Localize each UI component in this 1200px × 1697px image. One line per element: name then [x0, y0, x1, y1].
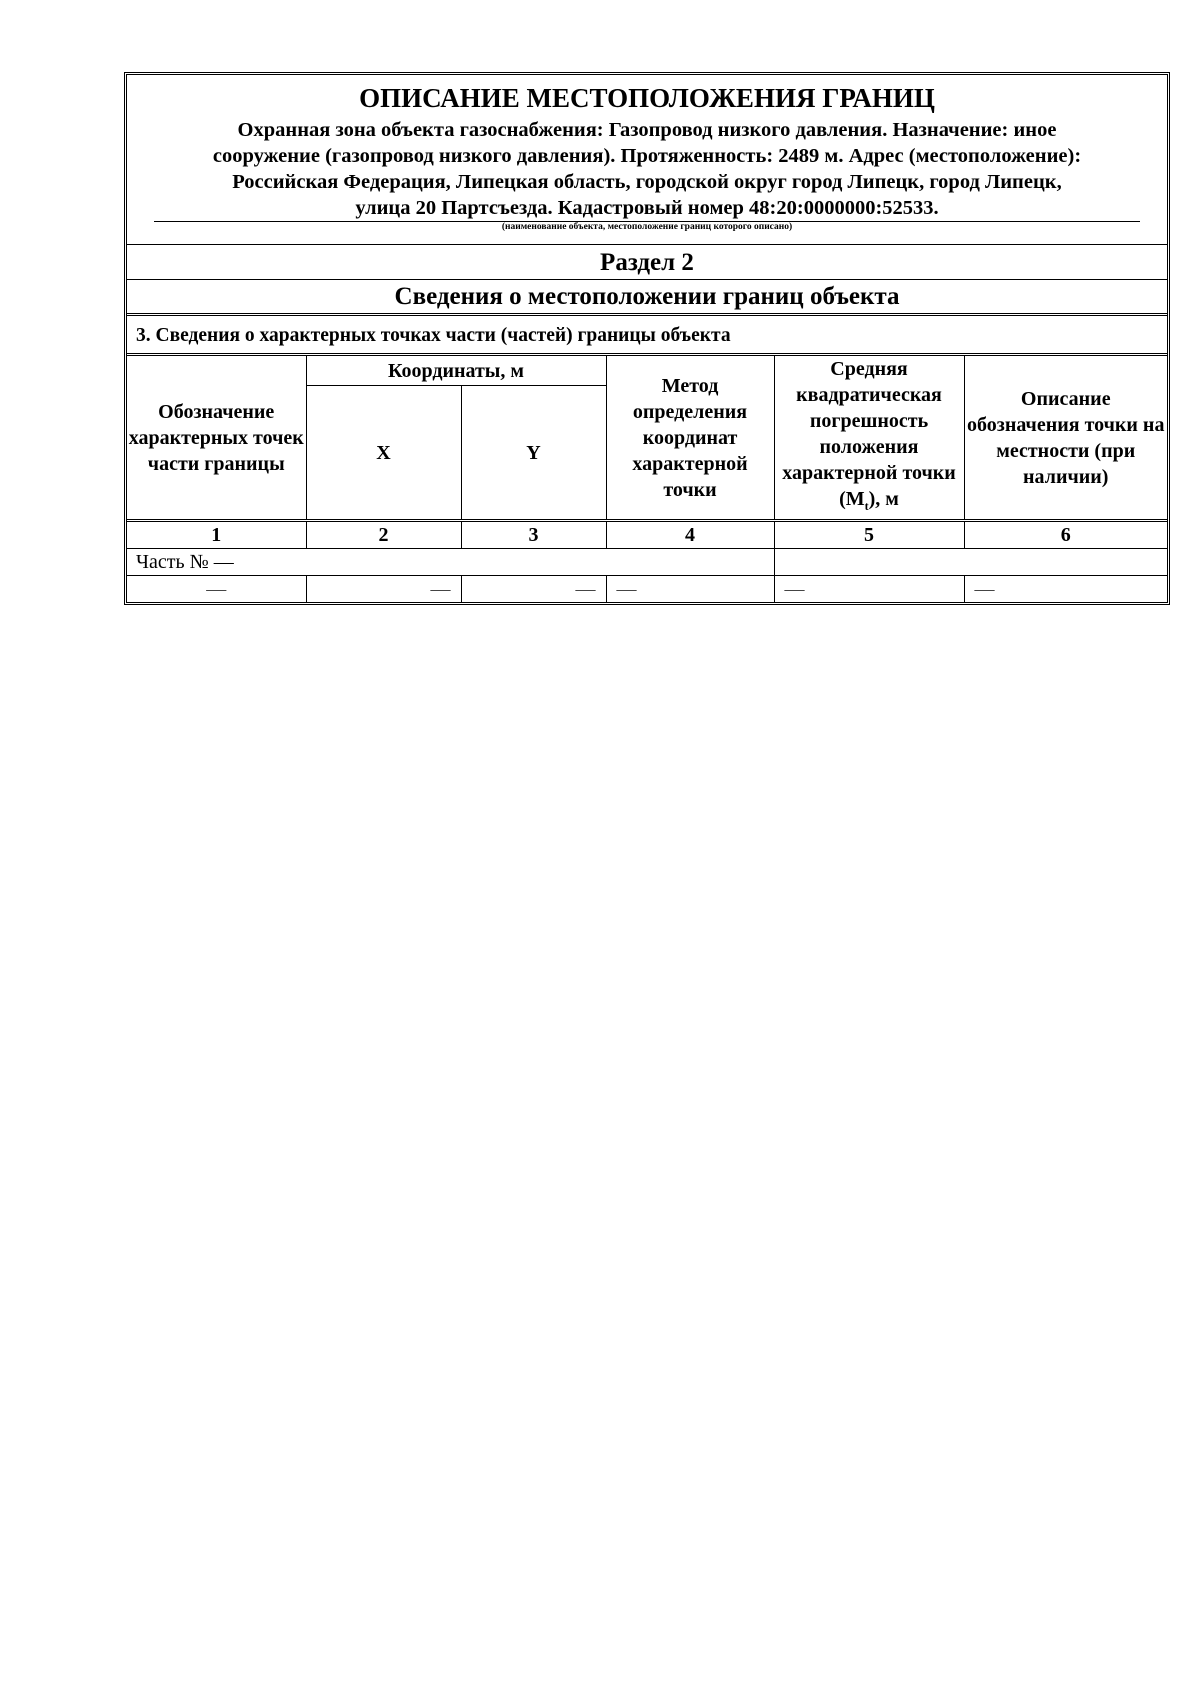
part-empty-cell — [774, 549, 1167, 576]
part-label: Часть № — — [127, 549, 774, 576]
description-line: Охранная зона объекта газоснабжения: Газопровод низкого давления. Назначение: иное — [237, 119, 1057, 141]
error-subscript: t — [864, 499, 869, 513]
col-number: 1 — [127, 521, 306, 549]
table-cell: — — [964, 576, 1167, 603]
document-frame — [124, 72, 1170, 605]
section-number: Раздел 2 — [127, 245, 1167, 280]
col-number: 3 — [461, 521, 606, 549]
table-cell: — — [606, 576, 774, 603]
document-header — [127, 75, 1167, 245]
section-title: Сведения о местоположении границ объекта — [127, 280, 1167, 316]
error-label: Средняя квадратическая погрешность положения характерной точки (M — [782, 358, 956, 510]
description-caption: (наименование объекта, местоположение границ которого описано) — [501, 222, 793, 232]
subsection-title: 3. Сведения о характерных точках части (частей) границы объекта — [127, 316, 1167, 356]
table-cell: — — [127, 576, 306, 603]
document-title: ОПИСАНИЕ МЕСТОПОЛОЖЕНИЯ ГРАНИЦ — [359, 83, 935, 113]
table-cell: — — [774, 576, 964, 603]
col-header-error — [774, 356, 964, 521]
col-header-method: Метод определения координат характерной точки — [606, 356, 774, 521]
col-header-y: Y — [461, 386, 606, 521]
description-line: Российская Федерация, Липецкая область, городской округ город Липецк, город Липецк, — [232, 171, 1062, 193]
table-cell: — — [461, 576, 606, 603]
col-header-x: X — [306, 386, 461, 521]
description-line: сооружение (газопровод низкого давления). Протяженность: 2489 м. Адрес (местоположение): — [212, 145, 1082, 167]
col-header-points: Обозначение характерных точек части границы — [127, 356, 306, 521]
table-cell: — — [306, 576, 461, 603]
col-number: 6 — [964, 521, 1167, 549]
object-description — [151, 117, 1143, 221]
description-line: улица 20 Партсъезда. Кадастровый номер 48:20:0000000:52533. — [355, 197, 939, 219]
col-number: 2 — [306, 521, 461, 549]
points-table — [127, 356, 1167, 602]
col-header-coordinates: Координаты, м — [306, 356, 606, 386]
col-number: 5 — [774, 521, 964, 549]
error-unit: ), м — [868, 488, 899, 510]
col-number: 4 — [606, 521, 774, 549]
col-header-description: Описание обозначения точки на местности (при наличии) — [964, 356, 1167, 521]
